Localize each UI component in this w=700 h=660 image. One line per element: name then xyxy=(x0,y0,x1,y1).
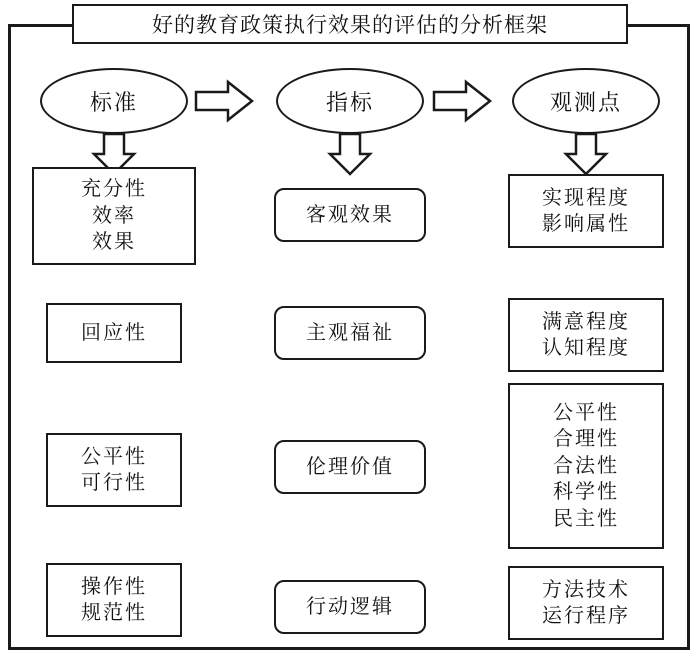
criteria-box-3-line-1: 公平性 xyxy=(81,445,147,468)
criteria-box-1-line-3: 效果 xyxy=(92,231,136,254)
observation-box-3-line-3: 合法性 xyxy=(553,454,619,477)
indicator-box-2-line-1: 主观福祉 xyxy=(306,321,394,344)
criteria-box-1-line-2: 效率 xyxy=(92,204,136,227)
criteria-box-4-line-1: 操作性 xyxy=(81,575,147,598)
node-indicator[interactable] xyxy=(276,68,424,134)
criteria-box-1[interactable] xyxy=(32,167,196,265)
criteria-box-3[interactable] xyxy=(46,433,182,507)
observation-box-3-line-1: 公平性 xyxy=(553,402,619,425)
observation-box-4[interactable] xyxy=(508,566,664,640)
node-criteria-label: 标准 xyxy=(89,89,138,115)
arrow-down-indicator xyxy=(330,134,370,174)
observation-box-3[interactable] xyxy=(508,383,664,549)
criteria-box-4-line-2: 规范性 xyxy=(81,602,147,624)
diagram-title: 好的教育政策执行效果的评估的分析框架 xyxy=(152,14,548,37)
criteria-box-4[interactable] xyxy=(46,563,182,637)
observation-box-4-line-1: 方法技术 xyxy=(542,578,630,601)
node-criteria[interactable] xyxy=(40,68,188,134)
observation-box-3-line-2: 合理性 xyxy=(553,428,619,451)
indicator-box-2[interactable] xyxy=(274,306,426,360)
arrow-right-indicator-to-observation xyxy=(434,82,490,120)
criteria-box-3-line-2: 可行性 xyxy=(81,472,147,494)
arrow-down-observation xyxy=(566,134,606,174)
indicator-box-3-line-1: 伦理价值 xyxy=(306,455,394,478)
observation-box-1[interactable] xyxy=(508,174,664,248)
observation-box-2-line-2: 认知程度 xyxy=(542,337,630,359)
indicator-box-4[interactable] xyxy=(274,580,426,634)
node-observation-label: 观测点 xyxy=(549,89,622,115)
observation-box-1-line-1: 实现程度 xyxy=(542,186,630,209)
observation-box-3-line-5: 民主性 xyxy=(553,507,619,530)
criteria-box-2-line-1: 回应性 xyxy=(81,321,147,344)
indicator-box-4-line-1: 行动逻辑 xyxy=(306,595,394,618)
indicator-box-1[interactable] xyxy=(274,188,426,242)
criteria-box-1-line-1: 充分性 xyxy=(81,178,147,201)
node-indicator-label: 指标 xyxy=(325,89,374,115)
indicator-box-3[interactable] xyxy=(274,440,426,494)
observation-box-2[interactable] xyxy=(508,298,664,372)
observation-box-2-line-1: 满意程度 xyxy=(542,310,630,333)
diagram-title-box xyxy=(72,4,628,44)
criteria-box-2[interactable] xyxy=(46,303,182,363)
observation-box-1-line-2: 影响属性 xyxy=(542,213,630,235)
arrow-right-criteria-to-indicator xyxy=(196,82,252,120)
observation-box-4-line-2: 运行程序 xyxy=(542,605,630,627)
observation-box-3-line-4: 科学性 xyxy=(553,481,619,504)
node-observation[interactable] xyxy=(512,68,660,134)
indicator-box-1-line-1: 客观效果 xyxy=(306,203,394,226)
